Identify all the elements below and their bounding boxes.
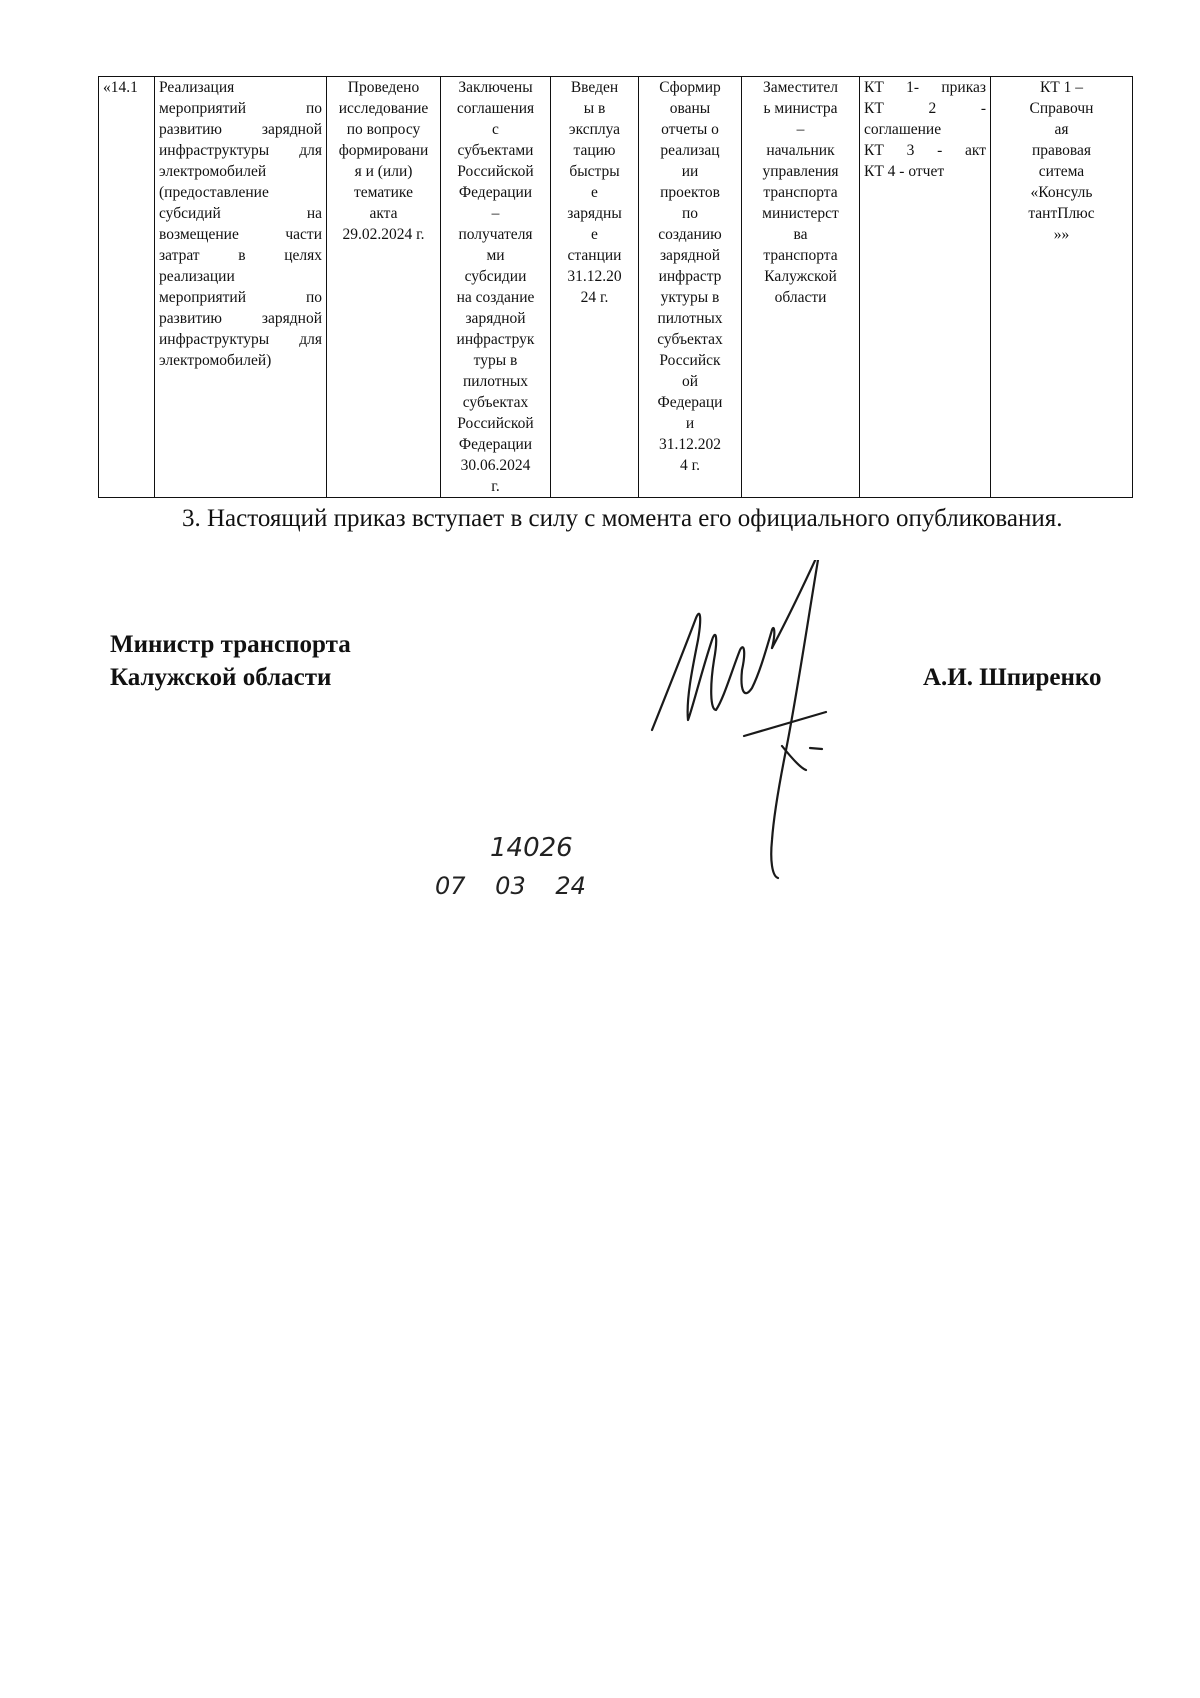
signer-position-line-2: Калужской области (110, 664, 332, 691)
signer-position (110, 628, 351, 694)
kt-documents (864, 77, 986, 182)
kt-document-line: КТ 2 - (864, 100, 986, 117)
kt-document-line: КТ 1- приказ (864, 79, 986, 96)
control-point-1: Проведено исследование по вопросу формировани я и (или) тематике акта 29.02.2024 г. (338, 79, 429, 243)
control-point-4-cell (639, 77, 742, 498)
control-point-3-cell (551, 77, 639, 498)
event-name-line: Реализация (159, 79, 235, 96)
event-name-line: возмещение части (159, 226, 322, 243)
handwritten-signature (640, 560, 860, 920)
event-name-line: реализации (159, 268, 235, 285)
event-name-line: развитию зарядной (159, 121, 322, 138)
control-point-2-cell (441, 77, 551, 498)
signer-position-line-1: Министр транспорта (110, 631, 351, 658)
note-date: 07 03 24 (435, 872, 586, 900)
row-number-cell (99, 77, 155, 498)
event-name-cell (155, 77, 327, 498)
control-point-4: Сформир ованы отчеты о реализац ии проектов по созданию зарядной инфрастр уктуры в пилотных субъектах Российск ой Федераци и 31.12.202 4 г. (657, 79, 723, 474)
kt-documents-cell (860, 77, 991, 498)
kt-document-line: соглашение (864, 121, 942, 138)
control-point-3: Введен ы в эксплуа тацию быстры е зарядны е станции 31.12.20 24 г. (567, 79, 622, 306)
event-name-line: мероприятий по (159, 100, 322, 117)
event-name-line: развитию зарядной (159, 310, 322, 327)
event-name-line: затрат в целях (159, 247, 322, 264)
signer-name: А.И. Шпиренко (923, 664, 1102, 691)
kt-document-line: КТ 3 - акт (864, 142, 986, 159)
event-name-line: субсидий на (159, 205, 322, 222)
effective-date-paragraph: 3. Настоящий приказ вступает в силу с момента его официального опубликования. (182, 505, 1063, 532)
note-number: 14026 (490, 833, 573, 863)
event-name-line: (предоставление (159, 184, 269, 201)
control-point-1-cell (327, 77, 441, 498)
event-name-line: электромобилей (159, 163, 267, 180)
event-name-line: мероприятий по (159, 289, 322, 306)
responsible-person: Заместител ь министра – начальник управления транспорта министерст ва транспорта Калужской области (762, 79, 839, 306)
event-name-line: электромобилей) (159, 352, 272, 369)
event-name-line: инфраструктуры для (159, 331, 322, 348)
kt-document-line: КТ 4 - отчет (864, 163, 945, 180)
control-point-2: Заключены соглашения с субъектами Российской Федерации – получателя ми субсидии на создание зарядной инфраструк туры в пилотных субъектах Российской Федерации 30.06.2024 г. (456, 79, 535, 495)
event-name (159, 77, 322, 371)
responsible-cell (742, 77, 860, 498)
plan-table (98, 76, 1133, 498)
event-name-line: инфраструктуры для (159, 142, 322, 159)
information-system: КТ 1 – Справочн ая правовая ситема «Консуль тантПлюс »» (1028, 79, 1095, 243)
information-system-cell (991, 77, 1133, 498)
handwritten-registration-note (430, 828, 650, 918)
table-row (99, 77, 1133, 498)
row-number: «14.1 (103, 79, 138, 96)
